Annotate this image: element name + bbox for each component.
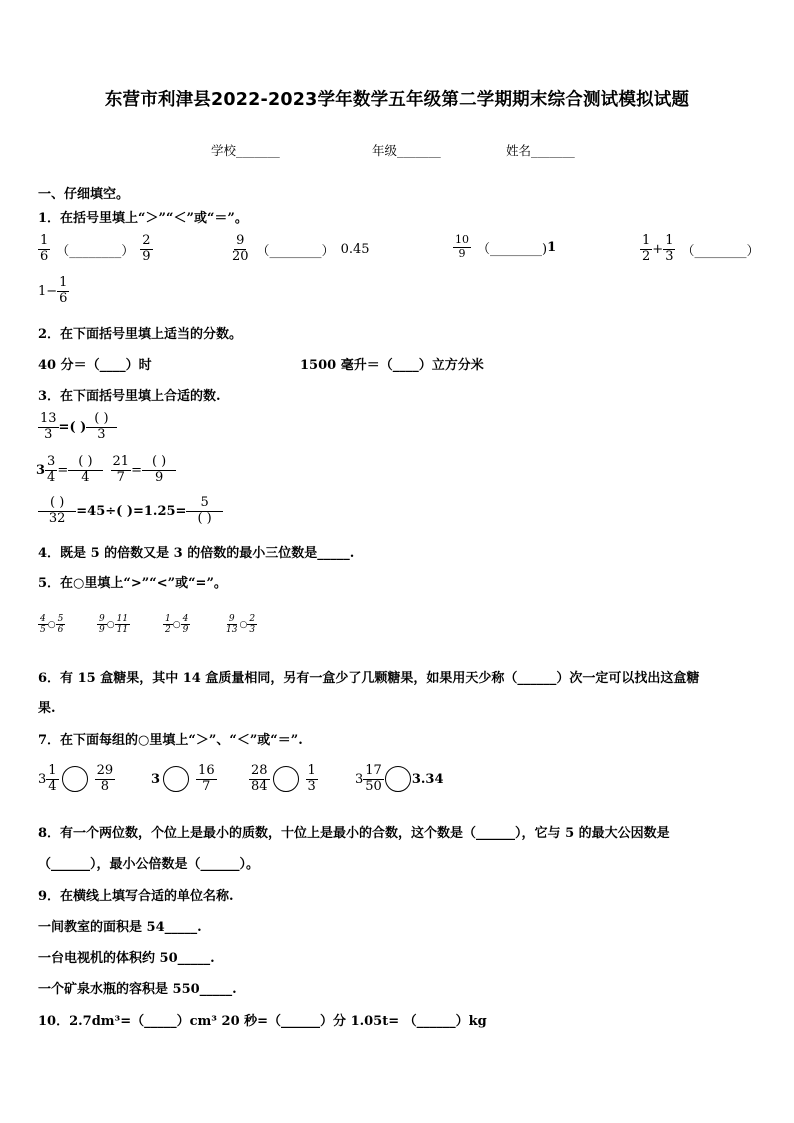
question-5: 5．在○里填上“>”“<”或“=”。 [38,576,227,591]
page-title: 东营市利津县2022-2023学年数学五年级第二学期期末综合测试模拟试题 [104,90,690,110]
q5-item-2: $\frac{9}{9}$ ○ $\frac{11}{11}$ [99,614,129,636]
question-9: 9．在横线上填写合适的单位名称. [38,889,234,904]
grade-field: 年级_______ [372,143,441,158]
question-1: 1．在括号里填上“＞”“＜”或“＝”。 [38,211,248,226]
q7-group-2: 3 $\frac{16}{7}$ [151,763,215,794]
q3-row-3: $\frac{( )}{32}$ =45÷( )=1.25= $\frac{5}{( )}$ [38,496,223,527]
q5-item-4: $\frac{9}{13}$ ○ $\frac{2}{3}$ [226,614,256,636]
question-6-line-1: 6．有 15 盒糖果，其中 14 盒质量相同，另有一盒少了几颗糖果，如果用天少称（______）次一定可以找出这盒糖 [38,671,700,686]
q1-item-a: $\frac{1}{6}$ （________） $\frac{2}{9}$ [40,233,151,264]
q1-item-e: 1− $\frac{1}{6}$ [38,275,68,306]
q7-group-1: 3 $\frac{1}{4}$ $\frac{29}{8}$ [38,763,114,794]
q2-line-2: 1500 毫升＝（____）立方分米 [300,358,484,373]
q2-line-1: 40 分＝（____）时 [38,358,152,373]
question-2: 2．在下面括号里填上适当的分数。 [38,327,243,342]
compare-circle[interactable] [385,766,411,792]
compare-circle[interactable] [163,766,189,792]
question-7: 7．在下面每组的○里填上“＞”、“＜”或“＝”. [38,733,303,748]
question-8-line-2: （______），最小公倍数是（______）。 [38,857,260,872]
q9-line-3: 一个矿泉水瓶的容积是 550_____. [38,982,237,997]
section-1-heading: 一、仔细填空。 [38,187,130,202]
question-4: 4．既是 5 的倍数又是 3 的倍数的最小三位数是_____. [38,546,355,561]
q7-group-3: $\frac{28}{84}$ $\frac{1}{3}$ [251,763,316,794]
question-3: 3．在下面括号里填上合适的数. [38,389,221,404]
compare-circle[interactable] [273,766,299,792]
q7-group-4: 3 $\frac{17}{50}$ 3.34 [355,763,444,794]
q1-item-b: $\frac{9}{20}$ （________） 0.45 [232,233,370,264]
q3-row-1: $\frac{13}{3}$ =( ) $\frac{( )}{3}$ [38,412,117,443]
name-field: 姓名_______ [506,143,575,158]
compare-circle[interactable] [62,766,88,792]
question-8-line-1: 8．有一个两位数，个位上是最小的质数，十位上是最小的合数，这个数是（______），它与 5 的最大公因数是 [38,826,670,841]
q1-item-c: $\frac{10}{9}$ （________) 1 [455,233,557,260]
question-6-line-2: 果. [38,701,56,716]
q3-row-2: 3 $\frac{3}{4}$ = $\frac{( )}{4}$ $\frac{21}{7}$ = $\frac{( )}{9}$ [36,455,176,486]
question-10: 10．2.7dm³=（_____）cm³ 20 秒=（______）分 1.05t= （______）kg [38,1014,487,1029]
q9-line-2: 一台电视机的体积约 50_____. [38,951,215,966]
school-field: 学校_______ [211,143,280,158]
q1-item-d: $\frac{1}{2}$ + $\frac{1}{3}$ （________） [642,233,760,264]
q5-item-3: $\frac{1}{2}$ ○ $\frac{4}{9}$ [165,614,189,636]
q5-item-1: $\frac{4}{5}$ ○ $\frac{5}{6}$ [40,614,64,636]
q9-line-1: 一间教室的面积是 54_____. [38,920,202,935]
